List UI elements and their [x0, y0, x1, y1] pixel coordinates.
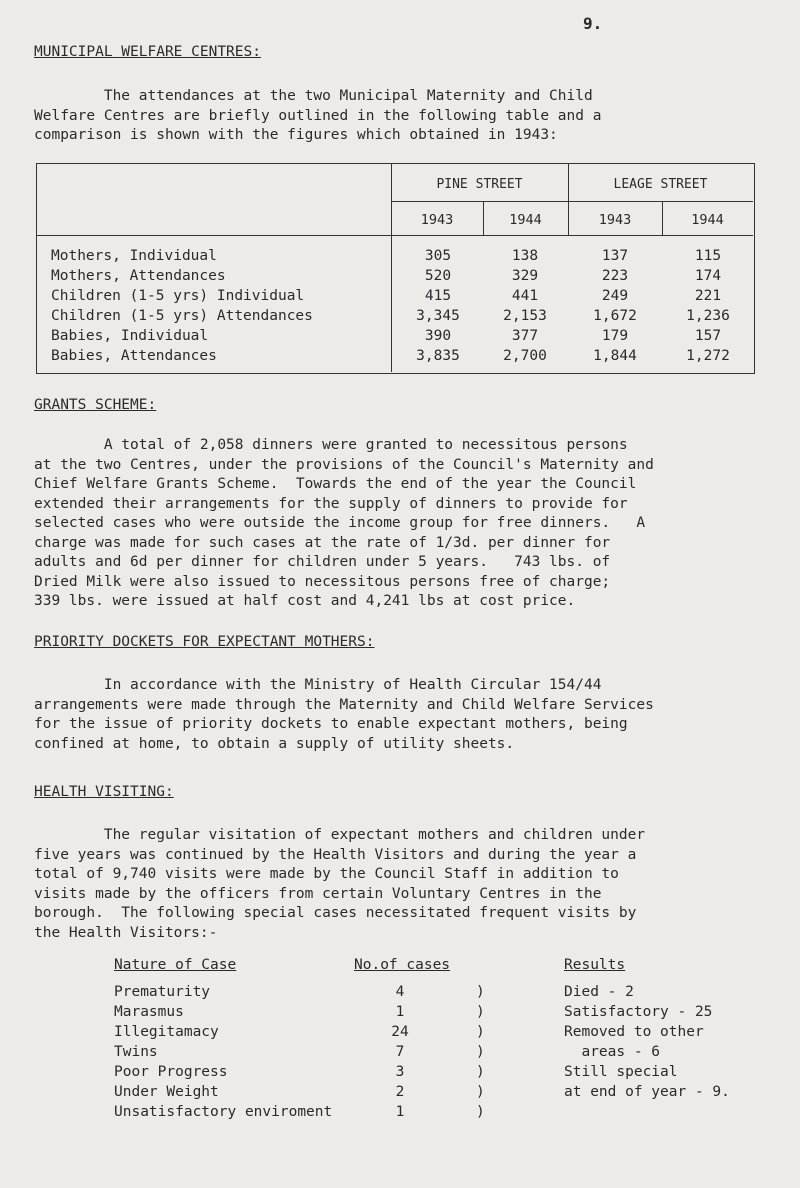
health-visiting-heading: HEALTH VISITING: [34, 784, 174, 800]
case-row [0, 1104, 800, 1124]
case-nature: Unsatisfactory enviroment [114, 1104, 333, 1120]
welfare-line: The attendances at the two Municipal Maternity and Child [34, 88, 593, 104]
cell-value: 329 [511, 268, 539, 284]
cell-value: 179 [601, 328, 629, 344]
cell-value: 415 [424, 288, 452, 304]
case-nature: Prematurity [114, 984, 211, 1000]
cases-header-nature: Nature of Case [114, 957, 237, 973]
cell-value: 1,844 [593, 348, 637, 364]
case-nature: Illegitamacy [114, 1024, 219, 1040]
cell-value: 137 [601, 248, 629, 264]
welfare-line: comparison is shown with the figures which obtained in 1943: [34, 127, 558, 143]
group-header-pine-street: PINE STREET [436, 177, 523, 192]
case-row [0, 984, 800, 1004]
case-count: 2 [395, 1084, 405, 1100]
year-header: 1944 [509, 212, 542, 228]
cell-value: 2,153 [503, 308, 547, 324]
priority-line: In accordance with the Ministry of Health Circular 154/44 [34, 677, 602, 693]
cell-value: 305 [424, 248, 452, 264]
brace-mark: ) [476, 1064, 485, 1080]
cell-value: 1,672 [593, 308, 637, 324]
page-number: 9. [583, 14, 603, 33]
case-nature: Marasmus [114, 1004, 184, 1020]
grants-line: Chief Welfare Grants Scheme. Towards the end of the year the Council [34, 476, 637, 492]
brace-mark: ) [476, 1044, 485, 1060]
grants-line: A total of 2,058 dinners were granted to necessitous persons [34, 437, 628, 453]
cell-value: 174 [694, 268, 722, 284]
cell-value: 441 [511, 288, 539, 304]
health-line: total of 9,740 visits were made by the Council Staff in addition to [34, 866, 619, 882]
brace-mark: ) [476, 984, 485, 1000]
case-count: 24 [391, 1024, 409, 1040]
cell-value: 1,272 [686, 348, 730, 364]
result-line: at end of year - 9. [564, 1084, 730, 1100]
cell-value: 377 [511, 328, 539, 344]
cases-header-count: No.of cases [354, 957, 451, 973]
cell-value: 157 [694, 328, 722, 344]
row-label: Babies, Individual [51, 328, 209, 344]
case-count: 7 [395, 1044, 405, 1060]
health-line: the Health Visitors:- [34, 924, 218, 941]
cases-header-results: Results [564, 957, 626, 973]
welfare-heading: MUNICIPAL WELFARE CENTRES: [34, 44, 261, 60]
cell-value: 3,345 [416, 308, 460, 324]
case-count: 4 [395, 984, 405, 1000]
year-header: 1943 [420, 212, 454, 228]
welfare-paragraph [34, 87, 774, 146]
year-header: 1944 [691, 212, 724, 228]
health-line: The regular visitation of expectant mothers and children under [34, 827, 646, 843]
priority-line: confined at home, to obtain a supply of utility sheets. [34, 735, 515, 752]
grants-heading: GRANTS SCHEME: [34, 397, 157, 413]
row-label: Babies, Attendances [51, 348, 217, 364]
grants-paragraph [34, 436, 774, 612]
grants-line: selected cases who were outside the income group for free dinners. A [34, 515, 646, 531]
attendance-table [36, 163, 755, 374]
case-count: 1 [395, 1004, 405, 1020]
row-label: Children (1-5 yrs) Attendances [51, 308, 313, 324]
result-line: Removed to other [564, 1024, 704, 1040]
brace-mark: ) [476, 1084, 485, 1100]
grants-line: adults and 6d per dinner for children under 5 years. 743 lbs. of [34, 554, 611, 570]
grants-line: 339 lbs. were issued at half cost and 4,241 lbs at cost price. [34, 593, 576, 609]
cell-value: 115 [694, 248, 722, 264]
brace-mark: ) [476, 1104, 485, 1120]
health-line: borough. The following special cases necessitated frequent visits by [34, 905, 637, 921]
group-header-leage-street: LEAGE STREET [613, 177, 708, 192]
cell-value: 249 [601, 288, 629, 304]
result-line: Still special [564, 1064, 678, 1080]
grants-line: charge was made for such cases at the rate of 1/3d. per dinner for [34, 534, 611, 551]
case-nature: Twins [114, 1044, 158, 1060]
row-label: Children (1-5 yrs) Individual [51, 288, 305, 304]
case-count: 3 [395, 1064, 405, 1080]
cell-value: 221 [694, 288, 722, 304]
cell-value: 138 [511, 248, 539, 264]
priority-paragraph [34, 676, 774, 754]
case-nature: Under Weight [114, 1084, 219, 1100]
priority-heading: PRIORITY DOCKETS FOR EXPECTANT MOTHERS: [34, 634, 375, 650]
case-row [0, 1044, 800, 1064]
cell-value: 520 [424, 268, 452, 284]
cell-value: 390 [424, 328, 452, 344]
priority-line: arrangements were made through the Maternity and Child Welfare Services [34, 696, 654, 713]
priority-line: for the issue of priority dockets to enable expectant mothers, being [34, 716, 628, 732]
result-line: areas - 6 [564, 1044, 661, 1060]
grants-line: Dried Milk were also issued to necessitous persons free of charge; [34, 573, 611, 590]
cell-value: 1,236 [686, 308, 730, 324]
result-line: Died - 2 [564, 984, 634, 1000]
welfare-line: Welfare Centres are briefly outlined in the following table and a [34, 107, 602, 124]
row-label: Mothers, Attendances [51, 268, 226, 284]
brace-mark: ) [476, 1004, 485, 1020]
case-nature: Poor Progress [114, 1064, 228, 1080]
case-count: 1 [395, 1104, 405, 1120]
grants-line: at the two Centres, under the provisions of the Council's Maternity and [34, 456, 654, 473]
year-header: 1943 [598, 212, 632, 228]
health-visiting-paragraph [34, 826, 774, 943]
cell-value: 223 [601, 268, 629, 284]
health-line: five years was continued by the Health Visitors and during the year a [34, 846, 637, 863]
cell-value: 2,700 [503, 348, 547, 364]
grants-line: extended their arrangements for the supply of dinners to provide for [34, 495, 628, 512]
case-row [0, 1064, 800, 1084]
result-line: Satisfactory - 25 [564, 1004, 713, 1020]
cell-value: 3,835 [416, 348, 460, 364]
health-line: visits made by the officers from certain Voluntary Centres in the [34, 885, 602, 902]
brace-mark: ) [476, 1024, 485, 1040]
row-label: Mothers, Individual [51, 248, 217, 264]
